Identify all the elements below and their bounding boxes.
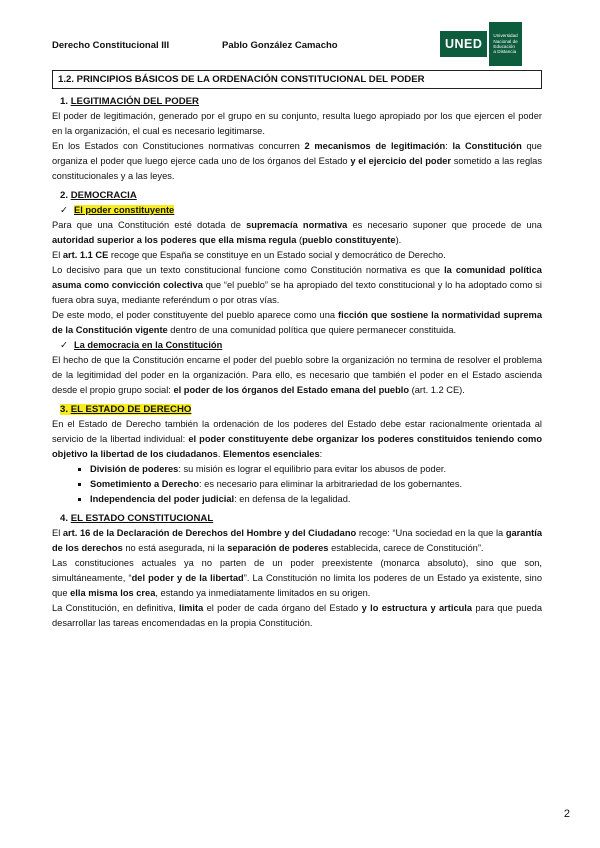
- logo-line: Universidad: [493, 33, 518, 39]
- logo-line: Educación: [493, 44, 515, 49]
- paragraph: En los Estados con Constituciones normativas concurren 2 mecanismos de legitimación: la Constitución que organiza el poder que luego ejerce cada uno de los órganos del Estado y el ejercicio del poder sometido a las reglas constitucionales y a las leyes.: [52, 141, 542, 181]
- heading-title: EL ESTADO CONSTITUCIONAL: [70, 513, 214, 524]
- logo-caption: [489, 22, 521, 66]
- list-item: ▪ Sometimiento a Derecho: es necesario para eliminar la arbitrariedad de los gobernantes.: [90, 477, 542, 492]
- paragraph: El art. 1.1 CE recoge que España se constituye en un Estado social y democrático de Derecho.: [52, 250, 446, 260]
- list-item: ▪ Independencia del poder judicial: en defensa de la legalidad.: [90, 492, 542, 507]
- heading-number: 3.: [60, 404, 69, 415]
- heading-estado-derecho: [60, 402, 542, 417]
- heading-number: 1.: [60, 96, 69, 107]
- elements-list: [52, 462, 542, 507]
- logo-line: a Distancia: [493, 49, 517, 55]
- paragraph: De este modo, el poder constituyente del pueblo aparece como una ficción que sostiene la normatividad suprema de la Constitución vigente dentro de una comunidad política que quiere permanecer constituida.: [52, 310, 542, 335]
- checkmark-icon: ✓: [60, 205, 68, 215]
- heading-title: LEGITIMACIÓN DEL PODER: [70, 96, 199, 107]
- paragraph: En el Estado de Derecho también la ordenación de los poderes del Estado debe estar racionalmente orientada al servicio de la libertad individual: el poder constituyente debe organizar los poderes constituidos teniendo como objetivo la libertad de los ciudadanos. Elementos esenciales:: [52, 419, 542, 459]
- checkmark-icon: ✓: [60, 340, 68, 350]
- uned-logo: [440, 22, 540, 66]
- section-title: 1.2. PRINCIPIOS BÁSICOS DE LA ORDENACIÓN CONSTITUCIONAL DEL PODER: [52, 70, 542, 89]
- header-course: Derecho Constitucional III: [52, 40, 170, 51]
- list-item: ▪ División de poderes: su misión es lograr el equilibrio para evitar los abusos de poder.: [90, 462, 542, 477]
- logo-wordmark: UNED: [440, 31, 487, 57]
- paragraph: El poder de legitimación, generado por el grupo en su conjunto, resulta luego apropiado por los que ejercen el poder en la organización, el cual es necesario legitimarse.: [52, 111, 542, 136]
- paragraph: La Constitución, en definitiva, limita el poder de cada órgano del Estado y lo estructura y articula para que pueda desarrollar las tareas encomendadas en la propia Constitución.: [52, 603, 542, 628]
- subheading-poder-constituyente: ✓ El poder constituyente: [60, 203, 542, 218]
- paragraph: El hecho de que la Constitución encarne el poder del pueblo sobre la organización no termina de resolver el problema de la legitimidad del poder en la organización. Para ello, es necesario que también el poder en el Estado ascienda desde el propio grupo social: el poder de los órganos del Estado emana del pueblo (art. 1.2 CE).: [52, 355, 542, 395]
- document-body: [52, 70, 542, 631]
- paragraph: El art. 16 de la Declaración de Derechos del Hombre y del Ciudadano recoge: “Una sociedad en la que la garantía de los derechos no está asegurada, ni la separación de poderes establecida, carece de Constitución”.: [52, 528, 542, 553]
- paragraph: Lo decisivo para que un texto constitucional funcione como Constitución normativa es que la comunidad política asuma como convicción colectiva que “el pueblo” se ha apropiado del texto constitucional y lo ha adoptado como si fuera obra suya, mediante referéndum o por otras vías.: [52, 265, 542, 305]
- subheading-democracia-constitucion: ✓ La democracia en la Constitución: [60, 338, 542, 353]
- page-number: 2: [563, 808, 570, 820]
- paragraph: Las constituciones actuales ya no parten de un poder preexistente (monarca absoluto), sino que son, simultáneamente, “del poder y de la libertad”. La Constitución no limita los poderes de un Estado ya existente, sino que ella misma los crea, estando ya inmediatamente limitados en su origen.: [52, 558, 542, 598]
- heading-title: EL ESTADO DE DERECHO: [70, 404, 192, 415]
- heading-democracia: [60, 188, 542, 203]
- heading-title: DEMOCRACIA: [70, 190, 137, 201]
- paragraph: Para que una Constitución esté dotada de supremacía normativa es necesario suponer que procede de una autoridad superior a los poderes que ella misma regula (pueblo constituyente).: [52, 220, 542, 245]
- heading-number: 4.: [60, 513, 69, 524]
- header-author: Pablo González Camacho: [222, 40, 338, 51]
- logo-line: Nacional de: [493, 38, 518, 44]
- heading-legitimacion: [60, 94, 542, 109]
- heading-number: 2.: [60, 190, 69, 201]
- heading-estado-constitucional: [60, 511, 542, 526]
